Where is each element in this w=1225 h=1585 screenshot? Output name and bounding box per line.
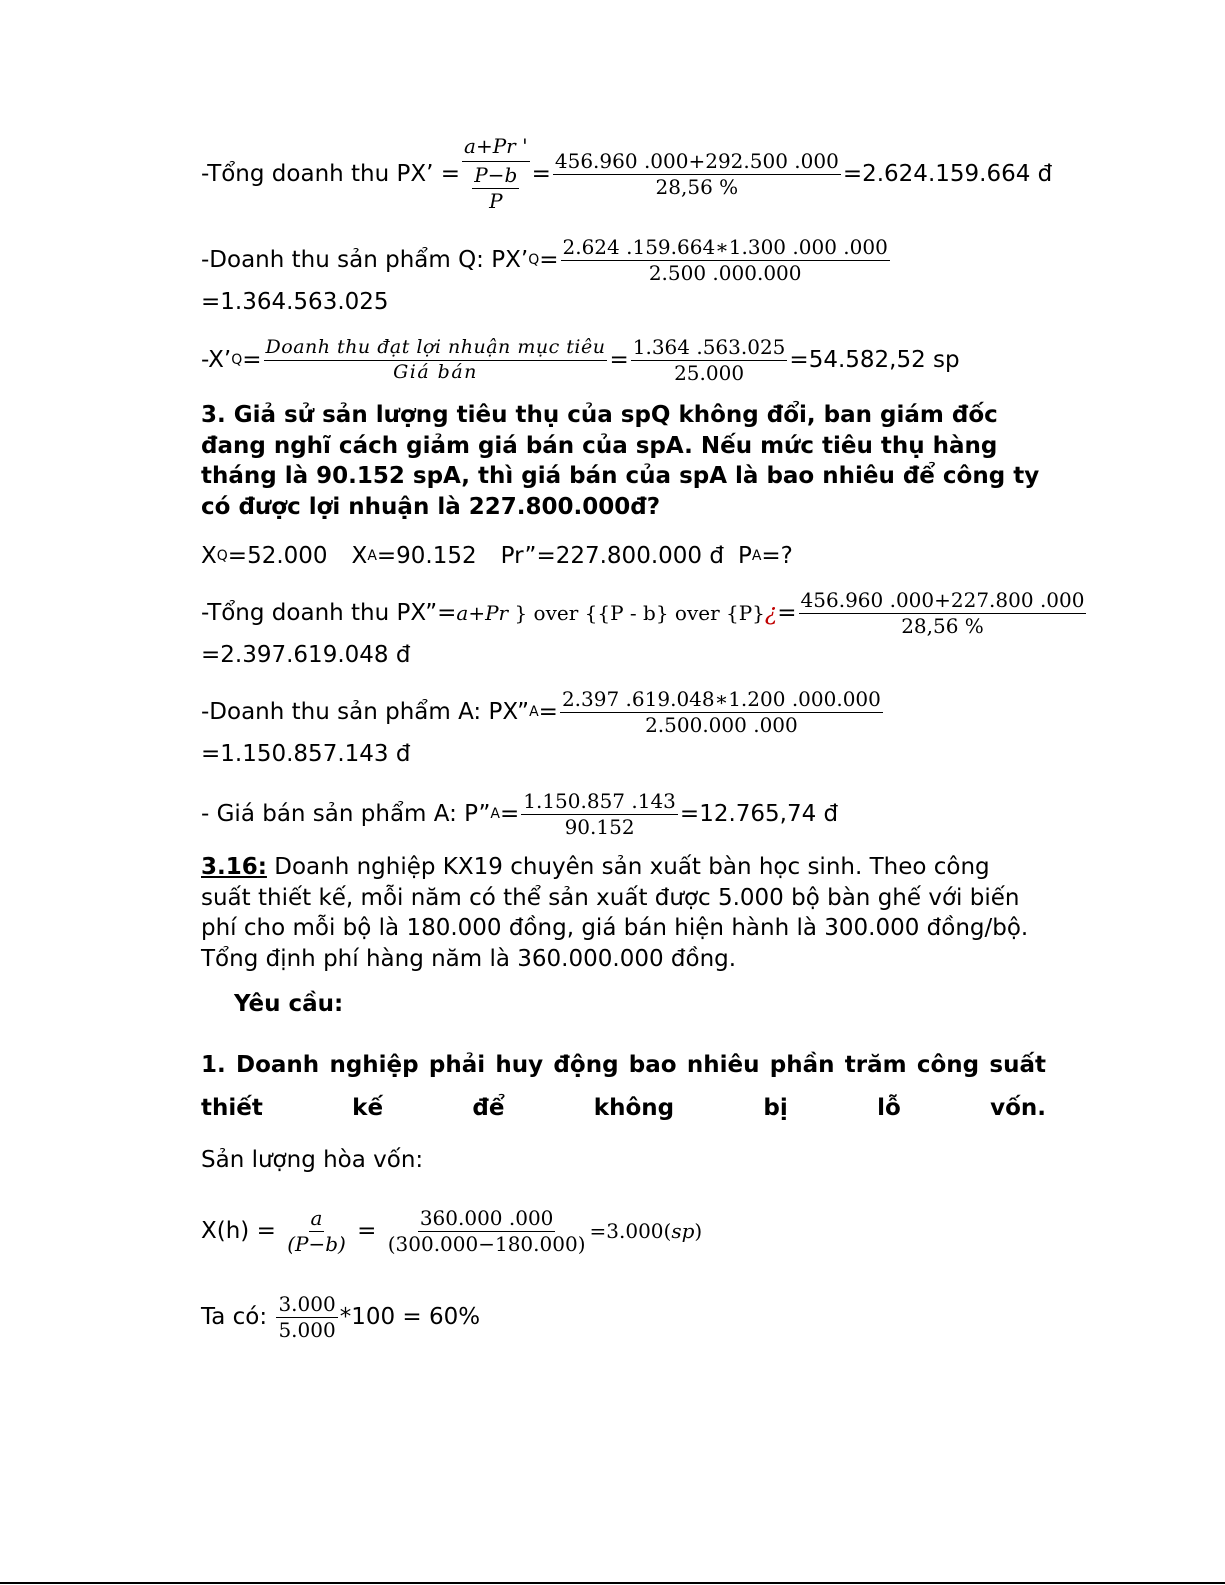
subscript-a: A [367, 548, 377, 564]
quantity-value-denominator: 25.000 [674, 360, 745, 385]
break-even-value-denominator: (300.000−180.000) [387, 1231, 586, 1256]
price-a-label: - Giá bán sản phẩm A: P” [201, 801, 491, 827]
formula-sub-denominator: P [489, 189, 503, 213]
equals-sign: = [242, 347, 262, 373]
formula-numerator: a+Pr ' [462, 135, 530, 162]
revenue-q-label: -Doanh thu sản phẩm Q: PX’ [201, 247, 529, 273]
break-even-formula-denominator: (P−b) [287, 1231, 346, 1256]
equals-sign: = [539, 247, 559, 273]
quantity-q-line [201, 332, 960, 388]
variables-line [201, 539, 793, 573]
break-even-formula-fraction [285, 1207, 348, 1256]
var-pa: P [737, 543, 752, 569]
price-a-numerator: 1.150.857 .143 [523, 788, 676, 813]
break-even-result-close: ) [694, 1219, 703, 1243]
formula-sub-fraction [472, 164, 519, 213]
subscript-q: Q [528, 252, 540, 268]
quantity-q-result: =54.582,52 sp [789, 347, 960, 373]
break-even-result-unit: sp [671, 1219, 695, 1243]
value-numerator: 456.960 .000+292.500 .000 [554, 148, 839, 173]
break-even-label: X(h) = [201, 1218, 284, 1244]
page-bottom-rule [0, 1582, 1225, 1584]
quantity-formula-fraction [264, 337, 608, 384]
capacity-result: *100 = 60% [339, 1304, 481, 1330]
capacity-label: Ta có: [201, 1304, 275, 1330]
total-revenue-px-double-prime-line [201, 585, 1088, 641]
revenue-q-denominator: 2.500 .000.000 [648, 260, 802, 285]
total-revenue-2-result-line [201, 638, 410, 672]
break-even-result: =3.000( [589, 1219, 672, 1243]
revenue-product-q-line [201, 232, 892, 288]
quantity-formula-numerator: Doanh thu đạt lợi nhuận mục tiêu [264, 337, 608, 361]
var-xq: X [201, 543, 217, 569]
revenue-q-result: =1.364.563.025 [201, 289, 389, 315]
question-3-heading: 3. Giả sử sản lượng tiêu thụ của spQ không đổi, ban giám đốc đang nghĩ cách giảm giá bán của spA. Nếu mức tiêu thụ hàng tháng là 90.152 spA, thì giá bán của spA là bao nhiêu để công ty có được lợi nhuận là 227.800.000đ? [201, 402, 1040, 520]
capacity-percent-line [201, 1289, 480, 1345]
revenue-q-fraction [561, 236, 890, 285]
total-revenue-px-prime-line [201, 132, 1052, 216]
total-revenue-2-fraction [799, 589, 1087, 638]
price-a-denominator: 90.152 [564, 814, 635, 839]
broken-formula-text: } over {{P - b} over {P} [508, 601, 765, 625]
equals-sign: = [538, 699, 558, 725]
total-revenue-result: =2.624.159.664 đ [842, 161, 1053, 187]
quantity-value-fraction [631, 336, 788, 385]
total-revenue-2-denominator: 28,56 % [901, 613, 984, 638]
break-even-formula-numerator: a [310, 1205, 323, 1230]
total-revenue-2-label: -Tổng doanh thu PX”= [201, 600, 457, 626]
revenue-product-a-line [201, 684, 885, 740]
revenue-a-fraction [560, 688, 883, 737]
revenue-q-result-line [201, 285, 389, 319]
revenue-a-label: -Doanh thu sản phẩm A: PX” [201, 699, 530, 725]
subscript-a: A [490, 806, 500, 822]
var-xa-value: =90.152 [376, 543, 477, 569]
price-product-a-line [201, 786, 838, 842]
revenue-q-numerator: 2.624 .159.664∗1.300 .000 .000 [562, 234, 888, 259]
break-even-formula-line [201, 1203, 702, 1259]
equals-sign: = [531, 161, 551, 187]
problem-3-16-paragraph [201, 852, 1046, 974]
capacity-fraction [276, 1293, 337, 1342]
break-even-value-fraction [386, 1207, 588, 1256]
revenue-a-denominator: 2.500.000 .000 [645, 712, 798, 737]
var-xa: X [351, 543, 368, 569]
subscript-q: Q [216, 548, 228, 564]
equals-sign: = [777, 600, 797, 626]
requirements-heading: Yêu cầu: [234, 991, 344, 1017]
capacity-numerator: 3.000 [278, 1291, 336, 1316]
formula-sub-numerator: P−b [474, 163, 518, 187]
question-1-heading: 1. Doanh nghiệp phải huy động bao nhiêu phần trăm công suất thiết kế để không bị lỗ vốn. [201, 1052, 1046, 1121]
problem-3-16-heading: 3.16: [201, 854, 267, 880]
equals-sign: = [349, 1218, 384, 1244]
revenue-a-result: =1.150.857.143 đ [201, 741, 411, 767]
revenue-a-result-line [201, 737, 410, 771]
break-even-quantity-label: Sản lượng hòa vốn: [201, 1147, 424, 1173]
subscript-q: Q [231, 352, 243, 368]
capacity-denominator: 5.000 [278, 1317, 336, 1342]
value-denominator: 28,56 % [655, 174, 739, 199]
broken-formula-italic: a+Pr [456, 601, 509, 625]
value-fraction [553, 150, 841, 199]
quantity-formula-denominator: Giá bán [393, 360, 478, 383]
var-xq-value: =52.000 [227, 543, 328, 569]
price-a-result: =12.765,74 đ [679, 801, 839, 827]
price-a-fraction [521, 790, 678, 839]
broken-formula-glyph: ¿ [764, 600, 778, 626]
formula-nested-fraction [462, 135, 530, 213]
total-revenue-2-numerator: 456.960 .000+227.800 .000 [800, 587, 1085, 612]
subscript-a: A [751, 548, 762, 564]
var-pa-value: =? [761, 543, 793, 569]
equals-sign-2: = [609, 347, 629, 373]
revenue-a-numerator: 2.397 .619.048∗1.200 .000.000 [561, 686, 881, 711]
equals-sign: = [499, 801, 520, 827]
total-revenue-label: -Tổng doanh thu PX’ = [201, 161, 461, 187]
problem-3-16-text: Doanh nghiệp KX19 chuyên sản xuất bàn học sinh. Theo công suất thiết kế, mỗi năm có thể sản xuất được 5.000 bộ bàn ghế với biến phí cho mỗi bộ là 180.000 đồng, giá bán hiện hành là 300.000 đồng/bộ. Tổng định phí hàng năm là 360.000.000 đồng. [201, 854, 1029, 972]
quantity-q-label: -X’ [201, 347, 232, 373]
break-even-value-numerator: 360.000 .000 [419, 1205, 554, 1230]
subscript-a: A [529, 704, 539, 720]
var-pr: Pr”=227.800.000 đ [500, 543, 724, 569]
quantity-value-numerator: 1.364 .563.025 [632, 334, 786, 359]
total-revenue-2-result: =2.397.619.048 đ [201, 642, 411, 668]
